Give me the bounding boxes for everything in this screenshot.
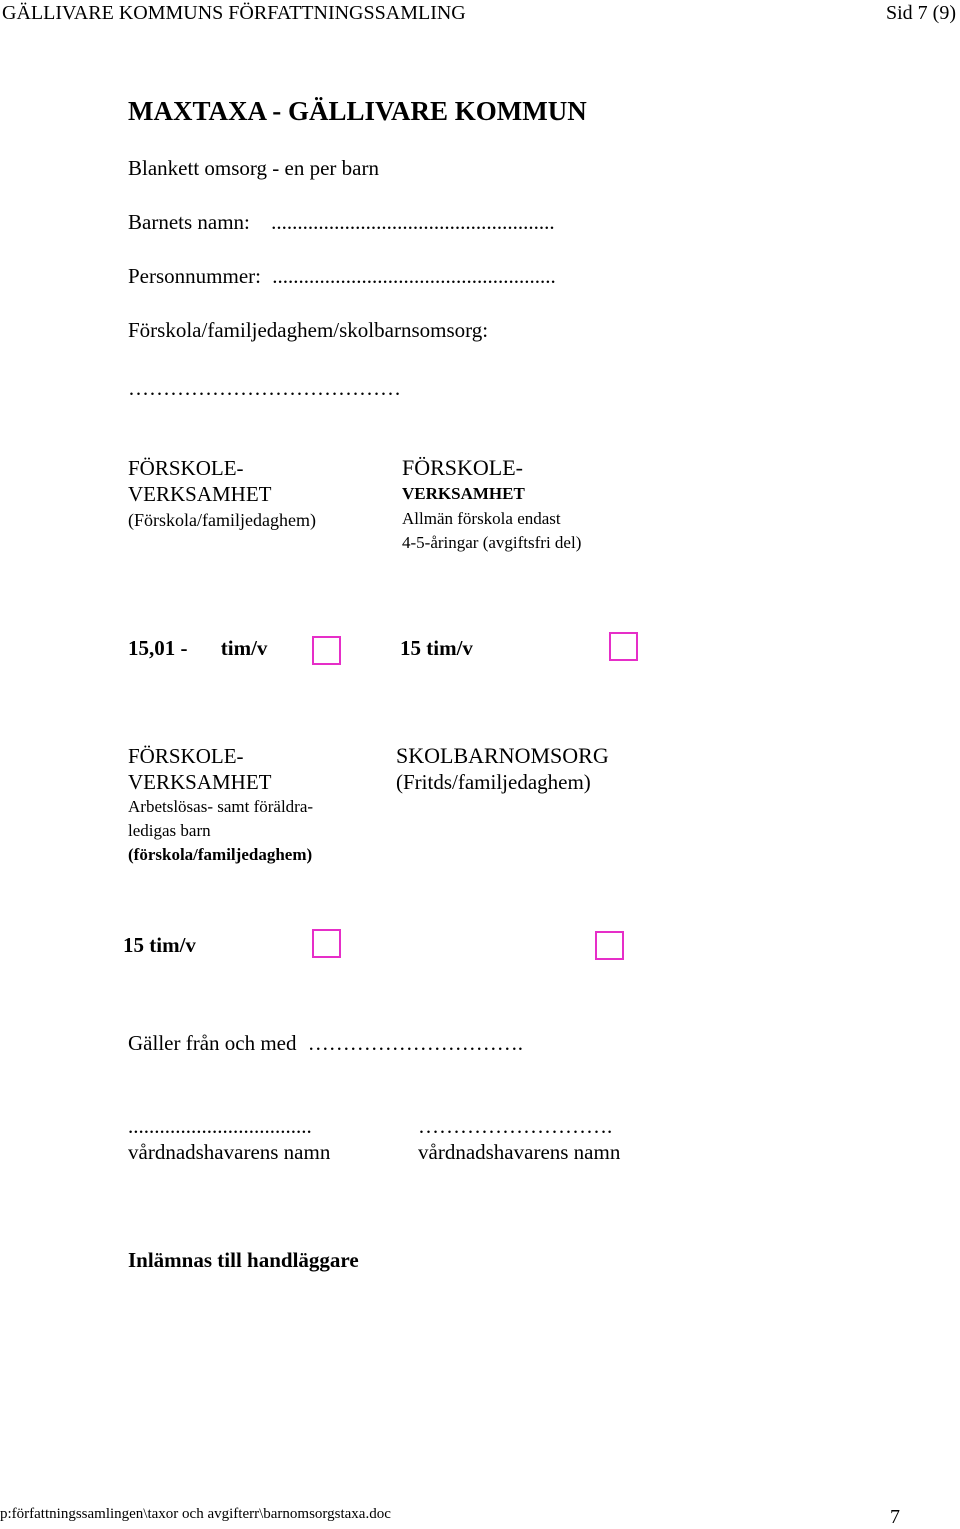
care-type-field[interactable]: ………………………………… — [128, 376, 401, 400]
signature-right-line[interactable]: ………………………. — [418, 1114, 613, 1138]
valid-from-field[interactable] — [128, 1031, 523, 1056]
section2-left-line2: VERKSAMHET — [128, 770, 272, 794]
section2-right-line1: SKOLBARNOMSORG — [396, 743, 609, 768]
section1-right-line2: VERKSAMHET — [402, 484, 525, 503]
section2-right-line2: (Fritds/familjedaghem) — [396, 770, 591, 794]
child-name-field[interactable] — [128, 210, 555, 235]
valid-from-label: Gäller från och med — [128, 1031, 297, 1055]
child-name-label: Barnets namn: — [128, 210, 250, 234]
checkbox-allman-forskola-15[interactable] — [609, 632, 638, 661]
signature-right-label: vårdnadshavarens namn — [418, 1140, 621, 1164]
section1-right-heading — [402, 455, 581, 555]
personnummer-dots: ...................................................... — [272, 264, 556, 288]
page-indicator: Sid 7 (9) — [886, 2, 956, 24]
submit-note: Inlämnas till handläggare — [128, 1248, 359, 1272]
page-title: MAXTAXA - GÄLLIVARE KOMMUN — [128, 96, 587, 126]
section2-left-line5: (förskola/familjedaghem) — [128, 845, 313, 864]
care-type-label: Förskola/familjedaghem/skolbarnsomsorg: — [128, 318, 489, 342]
document-header-left: GÄLLIVARE KOMMUNS FÖRFATTNINGSSAMLING — [2, 2, 466, 24]
footer-file-path: p:författningssamlingen\taxor och avgifterr\barnomsorgstaxa.doc — [0, 1506, 391, 1522]
option-section2-label: 15 tim/v — [123, 933, 196, 957]
personnummer-field[interactable] — [128, 264, 556, 289]
child-name-dots: ...................................................... — [271, 210, 555, 234]
section1-right-line3: Allmän förskola endast — [402, 509, 561, 528]
section1-left-line3: (Förskola/familjedaghem) — [128, 510, 316, 530]
option-15-01-value: 15,01 - — [128, 636, 188, 660]
section1-left-line1: FÖRSKOLE- — [128, 456, 244, 480]
form-subtitle: Blankett omsorg - en per barn — [128, 156, 379, 180]
option-15-label: 15 tim/v — [400, 636, 473, 660]
section2-right-heading — [396, 743, 609, 795]
signature-left-label: vårdnadshavarens namn — [128, 1140, 331, 1164]
section1-right-line1: FÖRSKOLE- — [402, 455, 524, 480]
section2-left-heading — [128, 743, 313, 867]
valid-from-dots: …………………………. — [307, 1031, 524, 1055]
option-15-01-unit: tim/v — [220, 636, 268, 660]
checkbox-skolbarnomsorg[interactable] — [595, 931, 624, 960]
checkbox-arbetslosa-15[interactable] — [312, 929, 341, 958]
section2-left-line4: ledigas barn — [128, 821, 211, 840]
section1-left-line2: VERKSAMHET — [128, 482, 272, 506]
checkbox-forskola-15-01[interactable] — [312, 636, 341, 665]
personnummer-label: Personnummer: — [128, 264, 261, 288]
section2-left-line3: Arbetslösas- samt föräldra- — [128, 797, 314, 816]
section1-right-line4: 4-5-åringar (avgiftsfri del) — [402, 533, 582, 552]
section1-left-heading — [128, 455, 316, 533]
signature-left-line[interactable]: ................................... — [128, 1114, 312, 1138]
section2-left-line1: FÖRSKOLE- — [128, 744, 244, 768]
footer-page-number: 7 — [890, 1506, 900, 1528]
option-15-01-label — [128, 636, 267, 661]
